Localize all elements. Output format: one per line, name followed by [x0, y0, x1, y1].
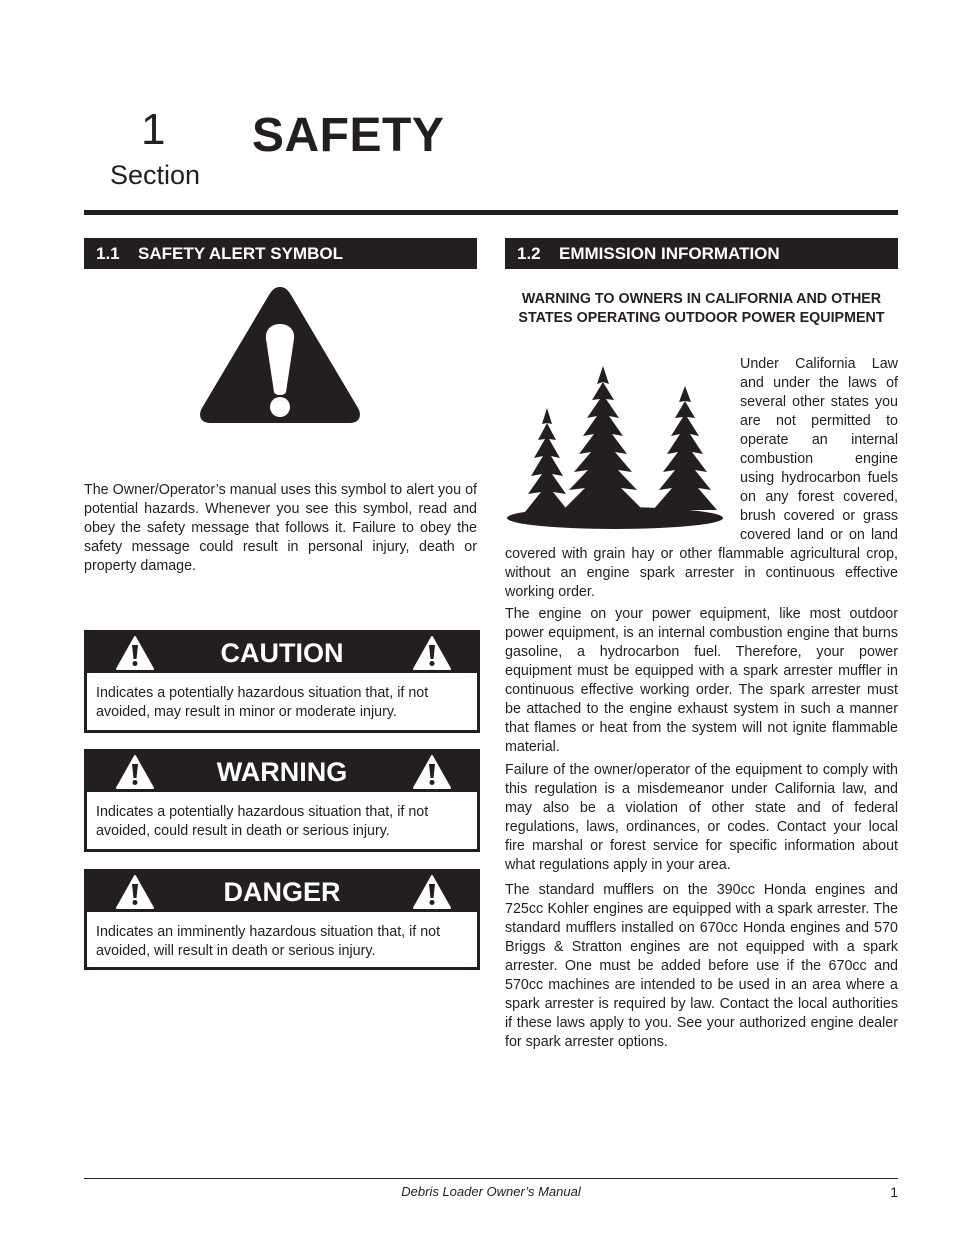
- warning-header: [87, 752, 477, 792]
- danger-panel: [84, 869, 480, 970]
- danger-label: DANGER: [223, 877, 341, 907]
- pine-trees-icon: [505, 366, 731, 536]
- page-title: SAFETY: [252, 109, 445, 162]
- section-1-2-paragraph-4: The standard mufflers on the 390cc Honda engines and 725cc Kohler engines are equipped with a spark arrester. The standard mufflers installed on 670cc Honda engines and 570 Briggs & Stratton engines are not equipped with a spark arrester. One must be added before use if the 670cc and 570cc machines are intended to be used in an area where a spark arrester is required by law. Contact the local authorities if these laws apply to you. See your authorized engine dealer for spark arrester options.: [505, 882, 898, 1050]
- warning-triangle-icon: [115, 874, 155, 910]
- warning-triangle-icon: [412, 635, 452, 671]
- section-1-2-number: 1.2: [517, 244, 541, 263]
- warning-label: WARNING: [216, 757, 348, 787]
- section-number: 1: [141, 105, 166, 154]
- warning-triangle-icon: [115, 635, 155, 671]
- section-1-1-number: 1.1: [96, 244, 120, 263]
- caution-header: [87, 633, 477, 673]
- warning-panel: [84, 749, 480, 852]
- section-1-1-title: SAFETY ALERT SYMBOL: [138, 244, 343, 263]
- page-number: 1: [890, 1184, 898, 1200]
- california-warning-heading: WARNING TO OWNERS IN CALIFORNIA AND OTHER STATES OPERATING OUTDOOR POWER EQUIPMENT: [518, 291, 885, 326]
- header-rule: [84, 210, 898, 215]
- warning-triangle-icon: [412, 754, 452, 790]
- warning-triangle-icon: [412, 874, 452, 910]
- section-1-2-heading: [505, 238, 898, 269]
- caution-label: CAUTION: [220, 638, 344, 668]
- warning-triangle-icon: [115, 754, 155, 790]
- section-1-2-paragraph-3: Failure of the owner/operator of the equipment to comply with this regulation is a misdemeanor under California law, and may also be a violation of other state and of federal regulations, laws, ordinances, or codes. Contact your local fire marshal or forest service for specific information about what regulations apply in your area.: [505, 762, 898, 873]
- caution-panel: [84, 630, 480, 733]
- danger-header: [87, 872, 477, 912]
- section-1-1-paragraph: The Owner/Operator’s manual uses this symbol to alert you of potential hazards. Whenever you see this symbol, read and obey the safety message that follows it. Failure to obey the safety message could result in personal injury, death or property damage.: [84, 482, 477, 574]
- section-word: Section: [110, 160, 201, 190]
- section-1-1-heading: [84, 238, 477, 269]
- section-1-2-title: EMMISSION INFORMATION: [559, 244, 780, 263]
- footer-rule: [84, 1178, 898, 1179]
- footer-title: Debris Loader Owner’s Manual: [401, 1184, 581, 1199]
- section-1-2-paragraph-2: The engine on your power equipment, like most outdoor power equipment, is an internal combustion engine that burns gasoline, a hydrocarbon fuel. Therefore, your power equipment must be equipped with a spark arrester muffler in continuous effective working order. The spark arrester must be attached to the engine exhaust system in such a manner that flames or heat from the system will not ignite flammable material.: [505, 606, 898, 755]
- warning-triangle-icon: [196, 284, 364, 426]
- warning-text: Indicates a potentially hazardous situation that, if not avoided, could result in death or serious injury.: [96, 804, 429, 839]
- caution-text: Indicates a potentially hazardous situation that, if not avoided, may result in minor or moderate injury.: [96, 685, 429, 720]
- section-1-2-paragraph-1-text: Under California Law and under the laws of several other states you are not permitted to operate an internal combustion engine using hydrocarbon fuels on any forest covered, brush covered or grass covered land or on land covered with grain hay or other flammable agricultural crop, without an engine spark arrester in continuous effective working order.: [505, 356, 898, 600]
- danger-text: Indicates an imminently hazardous situation that, if not avoided, will result in death or serious injury.: [96, 924, 441, 959]
